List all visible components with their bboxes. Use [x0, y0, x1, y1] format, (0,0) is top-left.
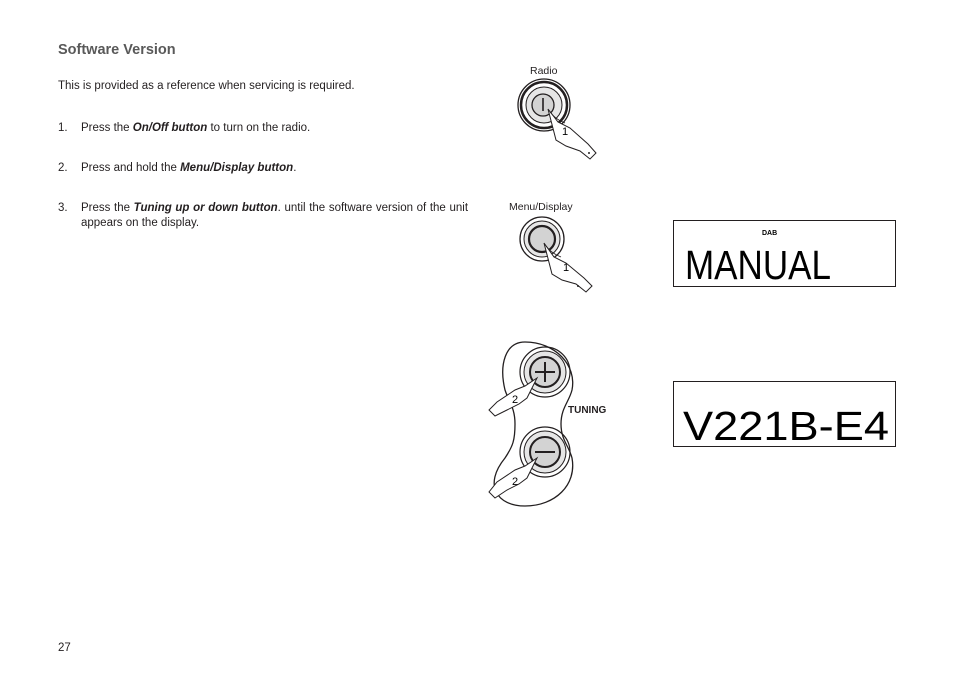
section-title: Software Version: [58, 42, 176, 58]
step-text: .: [293, 162, 297, 174]
callout-number: 2: [512, 394, 519, 406]
step-button-name: Tuning up or down button: [133, 202, 278, 214]
step-number: 1.: [58, 122, 68, 134]
lcd-text: V221B-E4: [683, 403, 889, 447]
step-text: Press and hold the: [81, 162, 181, 174]
step-text: Press the: [81, 202, 134, 214]
step-text: . until the software version of the unit appears on the display.: [81, 202, 469, 229]
menu-button-face: [529, 226, 555, 252]
step-button-name: Menu/Display button: [180, 162, 294, 174]
tuning-label: TUNING: [568, 405, 607, 416]
step-number: 3.: [58, 202, 68, 214]
lcd-text: MANUAL: [685, 242, 831, 287]
callout-number: 1: [562, 126, 569, 138]
step-3: [58, 201, 468, 231]
step-2: [58, 161, 468, 176]
menu-display-label: Menu/Display: [509, 201, 573, 213]
intro-text: This is provided as a reference when servicing is required.: [58, 80, 355, 92]
power-button-illustration: [510, 76, 600, 160]
callout-number: 1: [563, 262, 570, 274]
page-number: 27: [58, 642, 71, 654]
callout-number: 2: [512, 476, 519, 488]
lcd-display-version: [673, 381, 896, 447]
lcd-display-manual: [673, 220, 896, 287]
dab-indicator: DAB: [762, 230, 778, 237]
step-text: Press the: [81, 122, 133, 134]
step-button-name: On/Off button: [132, 122, 208, 134]
step-number: 2.: [58, 162, 68, 174]
step-1: [58, 121, 468, 136]
tuning-buttons-illustration: [485, 340, 585, 512]
step-text: to turn on the radio.: [207, 122, 311, 134]
menu-button-illustration: [510, 212, 600, 296]
radio-label: Radio: [530, 65, 558, 77]
